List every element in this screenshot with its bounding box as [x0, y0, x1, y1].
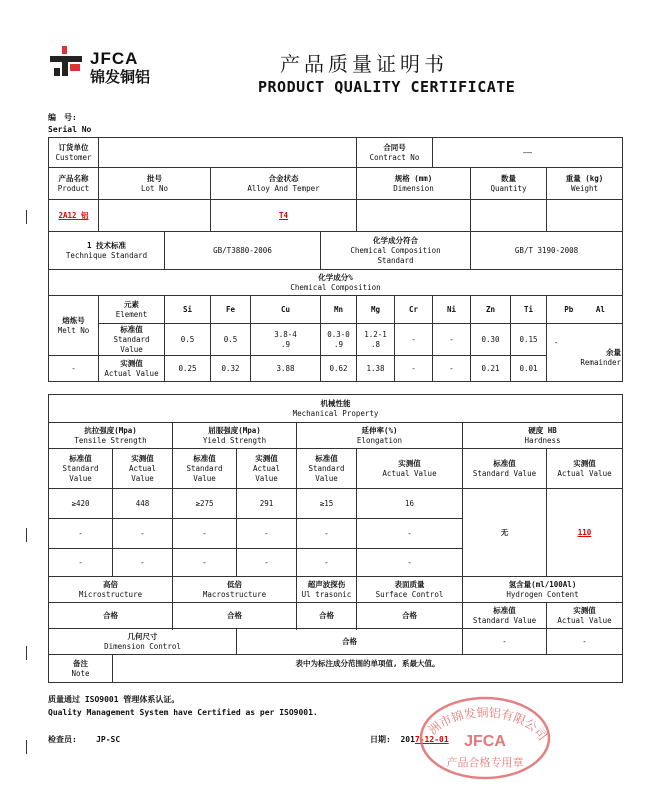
mech-cell: -: [297, 549, 357, 577]
weight-cn: 重量 (kg): [565, 173, 604, 183]
t-act-en2: Value: [131, 473, 154, 483]
surface-en: Surface Control: [375, 589, 444, 599]
h-std-cn: 标准值: [493, 458, 516, 468]
jfca-logo-icon: [48, 44, 88, 84]
note-en: Note: [71, 668, 90, 678]
y-std-cn: 标准值: [193, 453, 216, 463]
note-cn: 备注: [73, 658, 88, 668]
contract-value: ——: [433, 138, 623, 168]
y-std-en2: Value: [193, 473, 216, 483]
mech-cell: -: [297, 519, 357, 549]
company-logo: [48, 44, 168, 86]
std-en2: Value: [120, 344, 143, 354]
logo-en-text: JFCA: [90, 49, 139, 68]
y-act-en2: Value: [255, 473, 278, 483]
std-cr: -: [395, 324, 433, 356]
seal-icon: [415, 690, 555, 780]
act-cr: -: [395, 356, 433, 382]
mech-cell: -: [49, 519, 113, 549]
element-fe: Fe: [211, 296, 251, 324]
act-zn: 0.21: [471, 356, 511, 382]
element-zn: Zn: [471, 296, 511, 324]
std-fe: 0.5: [211, 324, 251, 356]
al-remainder-cn: 余量: [606, 347, 622, 357]
micro-en: Microstructure: [78, 589, 143, 599]
act-mn: 0.62: [321, 356, 357, 382]
act-en: Actual Value: [104, 368, 159, 378]
dim-control-cn: 几何尺寸: [127, 631, 158, 641]
al-remainder-en: Remainder: [580, 357, 622, 367]
mech-cell: 448: [113, 489, 173, 519]
e-std-en2: Value: [315, 473, 338, 483]
hyd-act-en: Actual Value: [557, 615, 612, 625]
elongation-en: Elongation: [356, 435, 403, 445]
dimension-value: [357, 200, 471, 232]
act-cn: 实测值: [120, 358, 143, 368]
std-si: 0.5: [165, 324, 211, 356]
contract-cn: 合同号: [383, 142, 406, 152]
micro-value: 合格: [49, 603, 173, 629]
dimension-en: Dimension: [393, 183, 434, 193]
chem-std-value: GB/T 3190-2008: [471, 232, 623, 270]
t-act-cn: 实测值: [131, 453, 154, 463]
mech-title-cn: 机械性能: [320, 398, 351, 408]
macro-cn: 低倍: [227, 579, 242, 589]
y-act-en1: Actual: [252, 463, 281, 473]
mech-cell: -: [49, 549, 113, 577]
customer-en: Customer: [55, 152, 92, 162]
mech-title-en: Mechanical Property: [292, 408, 379, 418]
ultrasonic-value: 合格: [297, 603, 357, 629]
title-cn: 产品质量证明书: [280, 52, 448, 76]
melt-en: Melt No: [57, 325, 90, 335]
lot-en: Lot No: [140, 183, 169, 193]
act-cu: 3.88: [251, 356, 321, 382]
mech-cell: -: [173, 519, 237, 549]
svg-text:产品合格专用章: 产品合格专用章: [446, 756, 524, 769]
temper-value: T4: [211, 200, 357, 232]
e-act-cn: 实测值: [398, 458, 421, 468]
mech-cell: -: [173, 549, 237, 577]
svg-text:JFCA: JFCA: [464, 733, 506, 750]
chem-title-cn: 化学成分%: [318, 272, 353, 282]
std-cu: 3.8-4 .9: [251, 324, 321, 356]
quantity-cn: 数量: [501, 173, 517, 183]
e-act-en: Actual Value: [382, 468, 437, 478]
margin-mark: [26, 646, 27, 660]
mech-cell: ≥420: [49, 489, 113, 519]
std-ni: -: [433, 324, 471, 356]
hardness-cn: 硬度 HB: [528, 425, 557, 435]
inspector-label: 检查员:: [48, 735, 77, 744]
mechanical-table: [48, 394, 623, 683]
mech-cell: -: [357, 549, 463, 577]
std-pb: -: [554, 337, 559, 347]
element-pb-al: [547, 296, 623, 324]
element-cr: Cr: [395, 296, 433, 324]
inspector: [48, 734, 120, 745]
hardness-std-value: 无: [463, 489, 547, 577]
micro-cn: 高倍: [103, 579, 118, 589]
inspector-value: JP-SC: [96, 735, 121, 744]
alloy-en: Alloy And Temper: [247, 183, 320, 193]
customer-cn: 订货单位: [58, 142, 89, 152]
surface-cn: 表面质量: [394, 579, 425, 589]
t-std-en1: Standard: [62, 463, 99, 473]
product-cn: 产品名称: [58, 173, 89, 183]
lot-value: [99, 200, 211, 232]
quantity-value: [471, 200, 547, 232]
melt-cn: 熔炼号: [62, 315, 85, 325]
hyd-act-cn: 实测值: [573, 605, 596, 615]
elongation-cn: 延伸率(%): [361, 425, 398, 435]
order-chem-table: [48, 137, 623, 382]
mech-cell: -: [113, 519, 173, 549]
logo-cn-text: 锦发铜铝: [90, 68, 151, 86]
margin-mark: [26, 740, 27, 754]
note-text: 表中为标注成分范围的单项值, 系最大值。: [113, 655, 623, 683]
h-std-en: Standard Value: [472, 468, 537, 478]
std-pb-al: [547, 324, 623, 382]
element-cn: 元素: [124, 299, 139, 309]
std-zn: 0.30: [471, 324, 511, 356]
ultrasonic-cn: 超声波探伤: [307, 579, 346, 589]
mech-cell: 16: [357, 489, 463, 519]
tech-std-cn: 1 技术标准: [86, 240, 127, 250]
h-act-en: Actual Value: [557, 468, 612, 478]
e-std-en1: Standard: [308, 463, 345, 473]
act-fe: 0.32: [211, 356, 251, 382]
element-en: Element: [115, 309, 148, 319]
company-seal: [415, 690, 555, 780]
hyd-std-cn: 标准值: [493, 605, 516, 615]
tensile-cn: 抗拉强度(Mpa): [84, 425, 137, 435]
weight-value: [547, 200, 623, 232]
serial-label-cn: 编 号:: [48, 113, 77, 122]
mech-cell: -: [357, 519, 463, 549]
tech-std-en: Technique Standard: [65, 250, 148, 260]
ultrasonic-en: Ul trasonic: [301, 589, 352, 599]
chem-match-cn: 化学成分符合: [373, 235, 418, 245]
macro-value: 合格: [173, 603, 297, 629]
element-ti: Ti: [511, 296, 547, 324]
date-label: 日期:: [370, 735, 391, 744]
chem-title-en: Chemical Composition: [290, 282, 381, 292]
margin-mark: [26, 210, 27, 224]
customer-value: [99, 138, 357, 168]
lot-cn: 批号: [147, 173, 162, 183]
std-ti: 0.15: [511, 324, 547, 356]
margin-mark: [26, 528, 27, 542]
chem-match-en1: Chemical Composition: [350, 245, 441, 255]
hyd-act-value: -: [547, 629, 623, 655]
product-en: Product: [57, 183, 90, 193]
quality-statement-en: Quality Management System have Certified as per ISO9001.: [48, 708, 318, 717]
std-mg: 1.2-1 .8: [357, 324, 395, 356]
tensile-en: Tensile Strength: [74, 435, 147, 445]
dim-control-value: 合格: [237, 629, 463, 655]
t-act-en1: Actual: [128, 463, 157, 473]
surface-value: 合格: [357, 603, 463, 629]
hardness-act-value: 110: [547, 489, 623, 577]
mech-cell: 291: [237, 489, 297, 519]
element-mg: Mg: [357, 296, 395, 324]
alloy-cn: 合金状态: [268, 173, 299, 183]
product-value: 2A12 铝: [49, 200, 99, 232]
element-ni: Ni: [433, 296, 471, 324]
yield-en: Yield Strength: [202, 435, 267, 445]
element-si: Si: [165, 296, 211, 324]
yield-cn: 屈服强度(Mpa): [208, 425, 261, 435]
serial-label-en: Serial No: [48, 125, 92, 134]
tech-std-value: GB/T3880-2006: [165, 232, 321, 270]
mech-cell: -: [237, 519, 297, 549]
mech-cell: -: [113, 549, 173, 577]
y-act-cn: 实测值: [255, 453, 278, 463]
act-ti: 0.01: [511, 356, 547, 382]
hydrogen-cn: 氢含量(ml/100Al): [508, 579, 577, 589]
title-en: PRODUCT QUALITY CERTIFICATE: [258, 78, 516, 96]
quantity-en: Quantity: [490, 183, 527, 193]
element-mn: Mn: [321, 296, 357, 324]
melt-value: -: [49, 356, 99, 382]
weight-en: Weight: [570, 183, 599, 193]
std-mn: 0.3-0 .9: [321, 324, 357, 356]
serial-no: [48, 112, 91, 136]
contract-en: Contract No: [369, 152, 420, 162]
std-en1: Standard: [113, 334, 150, 344]
svg-text:洲市锦发铜铝有限公司: 洲市锦发铜铝有限公司: [425, 705, 550, 743]
mech-cell: ≥275: [173, 489, 237, 519]
hydrogen-en: Hydrogen Content: [506, 589, 579, 599]
quality-statement-cn: 质量通过 ISO9001 管理体系认证。: [48, 695, 180, 704]
macro-en: Macrostructure: [202, 589, 267, 599]
element-pb: Pb: [564, 304, 574, 314]
dim-control-en: Dimension Control: [104, 641, 181, 651]
t-std-en2: Value: [69, 473, 92, 483]
hyd-std-en: Standard Value: [472, 615, 537, 625]
dimension-cn: 规格 (mm): [394, 173, 433, 183]
y-std-en1: Standard: [186, 463, 223, 473]
std-cn: 标准值: [120, 324, 143, 334]
hardness-en: Hardness: [524, 435, 561, 445]
element-al: Al: [595, 304, 605, 314]
mech-cell: ≥15: [297, 489, 357, 519]
chem-match-en2: Standard: [377, 255, 414, 265]
hyd-std-value: -: [463, 629, 547, 655]
t-std-cn: 标准值: [69, 453, 92, 463]
date-prefix: 201: [400, 735, 415, 744]
act-mg: 1.38: [357, 356, 395, 382]
act-ni: -: [433, 356, 471, 382]
e-std-cn: 标准值: [315, 453, 338, 463]
date-red: 7-12-01: [414, 735, 449, 744]
mech-cell: -: [237, 549, 297, 577]
act-si: 0.25: [165, 356, 211, 382]
h-act-cn: 实测值: [573, 458, 596, 468]
element-cu: Cu: [251, 296, 321, 324]
